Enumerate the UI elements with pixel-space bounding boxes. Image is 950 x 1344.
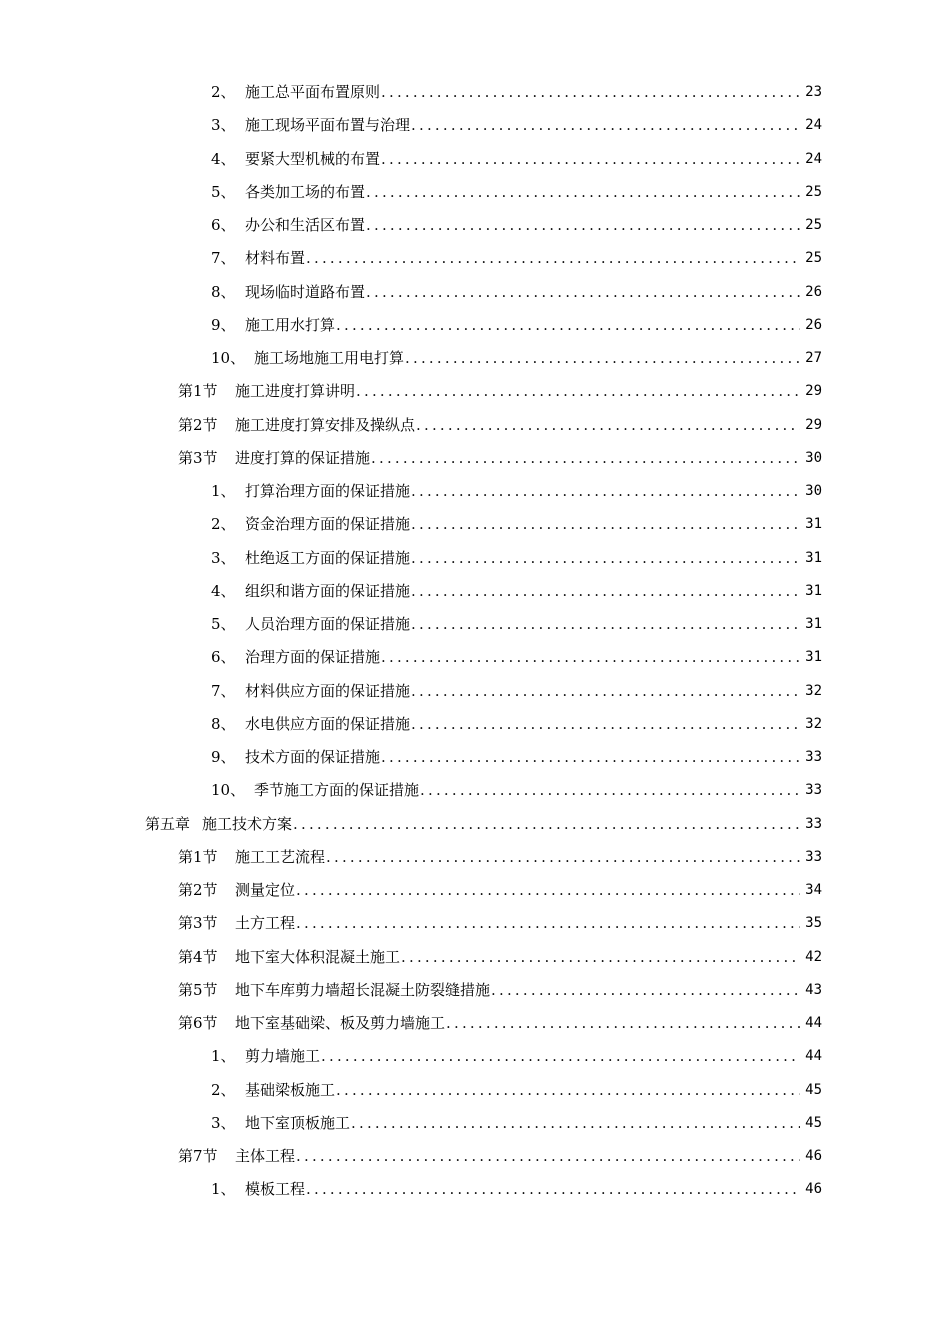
toc-entry-number: 1、: [211, 1180, 236, 1199]
dot-leader: [401, 941, 800, 974]
toc-entry[interactable]: [211, 1040, 822, 1073]
toc-entry-page-number: 26: [805, 283, 822, 300]
toc-entry[interactable]: [211, 708, 822, 741]
toc-entry-title: 施工技术方案: [202, 814, 293, 833]
toc-entry[interactable]: [211, 575, 822, 608]
toc-entry-page-number: 27: [805, 350, 822, 366]
toc-entry-number: 第1节: [178, 847, 218, 866]
toc-entry-title: 剪力墙施工: [245, 1047, 321, 1066]
toc-entry[interactable]: [211, 641, 822, 674]
toc-entry-page-number: 33: [805, 848, 822, 865]
toc-entry-number: 7、: [211, 681, 236, 700]
toc-entry-number: 第4节: [178, 947, 218, 966]
toc-entry[interactable]: [211, 1173, 822, 1206]
toc-entry-title: 施工进度打算安排及操纵点: [235, 415, 416, 434]
dot-leader: [296, 1140, 800, 1173]
toc-entry-page-number: 31: [805, 549, 822, 566]
toc-entry-title: 土方工程: [235, 914, 296, 933]
dot-leader: [381, 741, 800, 774]
toc-entry[interactable]: [211, 276, 822, 309]
toc-entry-number: 5、: [211, 615, 236, 633]
toc-entry-page-number: 30: [805, 449, 822, 466]
dot-leader: [366, 209, 800, 242]
toc-entry[interactable]: [178, 874, 822, 907]
toc-entry-number: 10、: [211, 349, 246, 367]
toc-entry-title: 要紧大型机械的布置: [245, 149, 381, 168]
dot-leader: [411, 608, 800, 641]
dot-leader: [336, 309, 800, 342]
toc-entry-page-number: 31: [805, 516, 822, 533]
dot-leader: [416, 409, 800, 442]
toc-entry-page-number: 45: [805, 1081, 822, 1098]
toc-entry-title: 施工场地施工用电打算: [254, 349, 405, 367]
toc-entry[interactable]: [211, 542, 822, 575]
dot-leader: [381, 641, 800, 674]
dot-leader: [381, 143, 800, 176]
toc-entry[interactable]: [211, 143, 822, 176]
toc-entry[interactable]: [211, 741, 822, 774]
toc-entry-number: 10、: [211, 781, 246, 800]
toc-entry-page-number: 44: [805, 1015, 822, 1031]
toc-entry[interactable]: [211, 209, 822, 242]
dot-leader: [336, 1074, 800, 1107]
dot-leader: [411, 109, 800, 142]
toc-entry-number: 2、: [211, 515, 236, 534]
toc-entry-title: 地下车库剪力墙超长混凝土防裂缝措施: [235, 980, 491, 999]
toc-entry-number: 3、: [211, 116, 236, 135]
toc-entry-number: 第五章: [145, 814, 191, 833]
toc-entry-page-number: 30: [805, 483, 822, 499]
toc-entry[interactable]: [211, 1074, 822, 1107]
toc-entry-number: 3、: [211, 548, 236, 567]
toc-entry-title: 材料布置: [245, 249, 306, 268]
toc-entry[interactable]: [178, 1007, 822, 1040]
toc-entry-title: 施工进度打算讲明: [235, 382, 356, 401]
toc-entry[interactable]: [178, 409, 822, 442]
toc-entry-page-number: 32: [805, 715, 822, 732]
dot-leader: [411, 575, 800, 608]
toc-entry-number: 第3节: [178, 914, 218, 933]
toc-entry-number: 8、: [211, 282, 236, 301]
dot-leader: [351, 1107, 800, 1140]
toc-entry-title: 季节施工方面的保证措施: [254, 781, 420, 800]
dot-leader: [381, 76, 800, 109]
toc-entry-number: 7、: [211, 249, 236, 268]
toc-entry[interactable]: [211, 109, 822, 142]
toc-entry-title: 基础梁板施工: [245, 1080, 336, 1099]
dot-leader: [420, 774, 800, 807]
toc-entry-title: 人员治理方面的保证措施: [245, 615, 411, 633]
toc-entry-number: 4、: [211, 581, 236, 600]
toc-entry[interactable]: [178, 941, 822, 974]
toc-entry-title: 打算治理方面的保证措施: [245, 482, 411, 500]
toc-entry-number: 3、: [211, 1113, 236, 1132]
toc-entry-page-number: 31: [805, 582, 822, 599]
toc-entry-page-number: 23: [805, 84, 822, 100]
toc-entry-number: 5、: [211, 182, 236, 201]
toc-entry-page-number: 25: [805, 217, 822, 233]
toc-entry-page-number: 45: [805, 1114, 822, 1131]
dot-leader: [411, 508, 800, 541]
toc-entry-page-number: 29: [805, 416, 822, 433]
toc-entry-page-number: 34: [805, 882, 822, 898]
toc-entry[interactable]: [178, 841, 822, 874]
dot-leader: [371, 442, 800, 475]
toc-entry[interactable]: [178, 1140, 822, 1173]
toc-entry-page-number: 46: [805, 1181, 822, 1198]
toc-entry-number: 1、: [211, 482, 236, 500]
toc-entry[interactable]: [178, 442, 822, 475]
toc-entry-title: 资金治理方面的保证措施: [245, 515, 411, 534]
toc-entry-title: 施工用水打算: [245, 315, 336, 334]
toc-entry-number: 第2节: [178, 415, 218, 434]
toc-entry-page-number: 32: [805, 682, 822, 699]
toc-entry-title: 地下室顶板施工: [245, 1113, 351, 1132]
toc-entry[interactable]: [178, 375, 822, 408]
toc-entry-number: 第2节: [178, 881, 218, 899]
toc-entry-number: 第3节: [178, 448, 218, 467]
toc-entry-page-number: 43: [805, 981, 822, 998]
toc-entry-number: 1、: [211, 1047, 236, 1066]
toc-entry-number: 第6节: [178, 1014, 218, 1032]
toc-entry[interactable]: [211, 176, 822, 209]
toc-entry-number: 第5节: [178, 980, 218, 999]
dot-leader: [366, 276, 800, 309]
toc-entry-page-number: 44: [805, 1048, 822, 1065]
toc-entry-page-number: 35: [805, 915, 822, 932]
toc-entry-page-number: 24: [805, 150, 822, 167]
toc-entry-title: 材料供应方面的保证措施: [245, 681, 411, 700]
toc-entry-title: 模板工程: [245, 1180, 306, 1199]
toc-entry-number: 9、: [211, 315, 236, 334]
toc-entry-title: 技术方面的保证措施: [245, 748, 381, 766]
toc-entry-page-number: 24: [805, 117, 822, 134]
toc-entry[interactable]: [211, 608, 822, 641]
toc-entry-number: 8、: [211, 714, 236, 733]
toc-entry-number: 9、: [211, 748, 236, 766]
toc-entry-title: 办公和生活区布置: [245, 216, 366, 234]
dot-leader: [293, 808, 800, 841]
dot-leader: [296, 907, 800, 940]
toc-entry-title: 现场临时道路布置: [245, 282, 366, 301]
dot-leader: [411, 475, 800, 508]
toc-entry-number: 第7节: [178, 1147, 218, 1165]
toc-entry-page-number: 25: [805, 183, 822, 200]
toc-entry-number: 2、: [211, 83, 236, 101]
toc-entry[interactable]: [145, 808, 822, 841]
dot-leader: [405, 342, 800, 375]
toc-entry-title: 地下室基础梁、板及剪力墙施工: [235, 1014, 446, 1032]
toc-entry-number: 2、: [211, 1080, 236, 1099]
dot-leader: [446, 1007, 800, 1040]
dot-leader: [296, 874, 800, 907]
toc-entry[interactable]: [211, 242, 822, 275]
toc-entry[interactable]: [211, 1107, 822, 1140]
toc-entry-page-number: 26: [805, 316, 822, 333]
toc-entry[interactable]: [211, 675, 822, 708]
toc-entry-page-number: 42: [805, 948, 822, 965]
toc-entry-number: 6、: [211, 648, 236, 667]
dot-leader: [366, 176, 800, 209]
toc-entry-title: 各类加工场的布置: [245, 182, 366, 201]
toc-entry[interactable]: [178, 907, 822, 940]
toc-entry-title: 进度打算的保证措施: [235, 448, 371, 467]
dot-leader: [326, 841, 800, 874]
toc-entry[interactable]: [211, 508, 822, 541]
toc-entry-title: 测量定位: [235, 881, 296, 899]
dot-leader: [491, 974, 800, 1007]
toc-entry-title: 组织和谐方面的保证措施: [245, 581, 411, 600]
toc-entry-number: 4、: [211, 149, 236, 168]
toc-entry-title: 主体工程: [235, 1147, 296, 1165]
toc-entry-page-number: 31: [805, 649, 822, 666]
toc-entry[interactable]: [211, 342, 822, 375]
toc-entry[interactable]: [178, 974, 822, 1007]
toc-entry[interactable]: [211, 309, 822, 342]
toc-entry-title: 杜绝返工方面的保证措施: [245, 548, 411, 567]
dot-leader: [306, 1173, 800, 1206]
toc-entry-number: 6、: [211, 216, 236, 234]
toc-entry[interactable]: [211, 475, 822, 508]
toc-entry-page-number: 25: [805, 250, 822, 267]
dot-leader: [411, 708, 800, 741]
toc-entry-title: 施工总平面布置原则: [245, 83, 381, 101]
toc-entry-page-number: 33: [805, 815, 822, 832]
toc-entry[interactable]: [211, 76, 822, 109]
toc-entry-title: 治理方面的保证措施: [245, 648, 381, 667]
toc-entry-page-number: 46: [805, 1148, 822, 1164]
toc-entry-title: 地下室大体积混凝土施工: [235, 947, 401, 966]
toc-entry-page-number: 29: [805, 383, 822, 400]
toc-entry-page-number: 33: [805, 782, 822, 799]
toc-entry-title: 水电供应方面的保证措施: [245, 714, 411, 733]
dot-leader: [306, 242, 800, 275]
toc-entry[interactable]: [211, 774, 822, 807]
toc-entry-title: 施工工艺流程: [235, 847, 326, 866]
dot-leader: [411, 675, 800, 708]
toc-entry-number: 第1节: [178, 382, 218, 401]
toc-entry-title: 施工现场平面布置与治理: [245, 116, 411, 135]
dot-leader: [411, 542, 800, 575]
dot-leader: [356, 375, 800, 408]
toc-entry-page-number: 31: [805, 616, 822, 632]
dot-leader: [321, 1040, 800, 1073]
toc-entry-page-number: 33: [805, 749, 822, 765]
